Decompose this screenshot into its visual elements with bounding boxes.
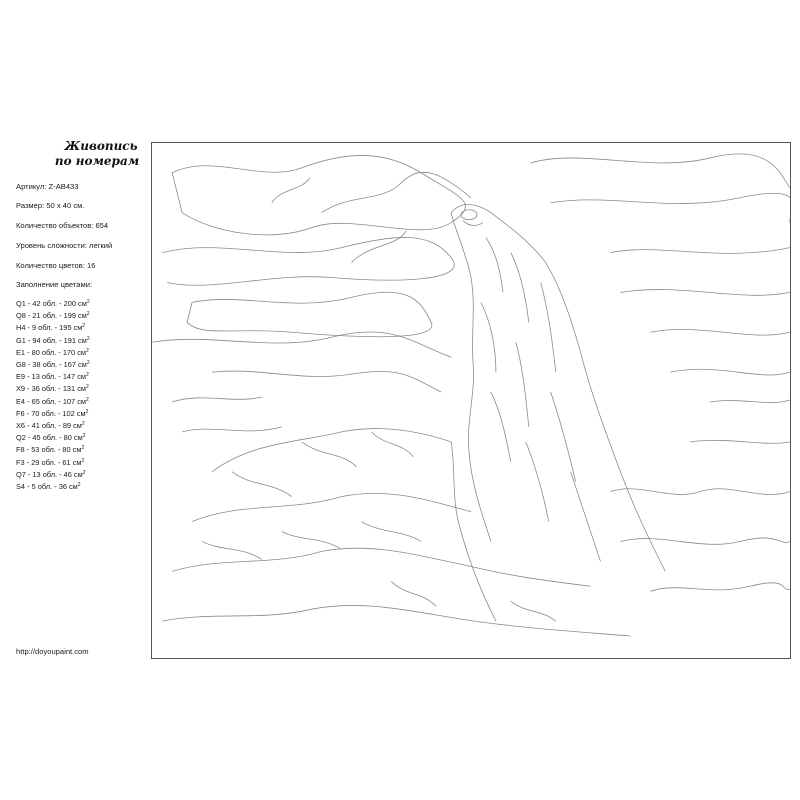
fill-title: Заполнение цветами: (16, 280, 93, 289)
brand-logo (46, 139, 156, 169)
color-fill-item: G8 - 38 обл. - 167 $см^2$ (16, 360, 90, 370)
color-fill-list (16, 297, 90, 492)
color-fill-item: F3 - 29 обл. - 61 $см^2$ (16, 457, 85, 467)
colors-count-label: Количество цветов: 16 (16, 261, 96, 270)
color-fill-item: X9 - 36 обл. - 131 $см^2$ (16, 384, 89, 394)
difficulty-label: Уровень сложности: легкий (16, 241, 113, 250)
logo-line-1: Живопись (64, 139, 138, 153)
color-fill-item: E9 - 13 обл. - 147 $см^2$ (16, 372, 89, 382)
size-label: Размер: 50 х 40 см. (16, 201, 85, 210)
website-link[interactable]: http://doyoupaint.com (16, 647, 89, 656)
color-fill-item: S4 - 5 обл. - 36 $см^2$ (16, 482, 81, 492)
color-fill-item: H4 - 9 обл. - 195 $см^2$ (16, 323, 86, 333)
color-fill-item: X6 - 41 обл. - 89 $см^2$ (16, 421, 85, 431)
color-fill-item: Q2 - 45 обл. - 80 $см^2$ (16, 433, 86, 443)
color-fill-item: E1 - 80 обл. - 170 $см^2$ (16, 347, 89, 357)
color-fill-item: Q8 - 21 обл. - 199 $см^2$ (16, 311, 90, 321)
color-fill-item: Q7 - 13 обл. - 46 $см^2$ (16, 469, 86, 479)
objects-count-label: Количество объектов: 654 (16, 221, 109, 230)
color-fill-item: Q1 - 42 обл. - 200 $см^2$ (16, 299, 90, 308)
line-art-seal (152, 143, 790, 658)
sku-label: Артикул: Z-AB433 (16, 182, 79, 191)
color-fill-item: F8 - 53 обл. - 80 $см^2$ (16, 445, 85, 455)
color-fill-item: E4 - 65 обл. - 107 $см^2$ (16, 396, 89, 406)
info-panel (16, 0, 151, 800)
color-fill-item: F6 - 70 обл. - 102 $см^2$ (16, 408, 89, 418)
color-fill-item: G1 - 94 обл. - 191 $см^2$ (16, 335, 90, 345)
logo-line-2: по номерам (54, 154, 140, 168)
coloring-canvas (151, 142, 791, 659)
